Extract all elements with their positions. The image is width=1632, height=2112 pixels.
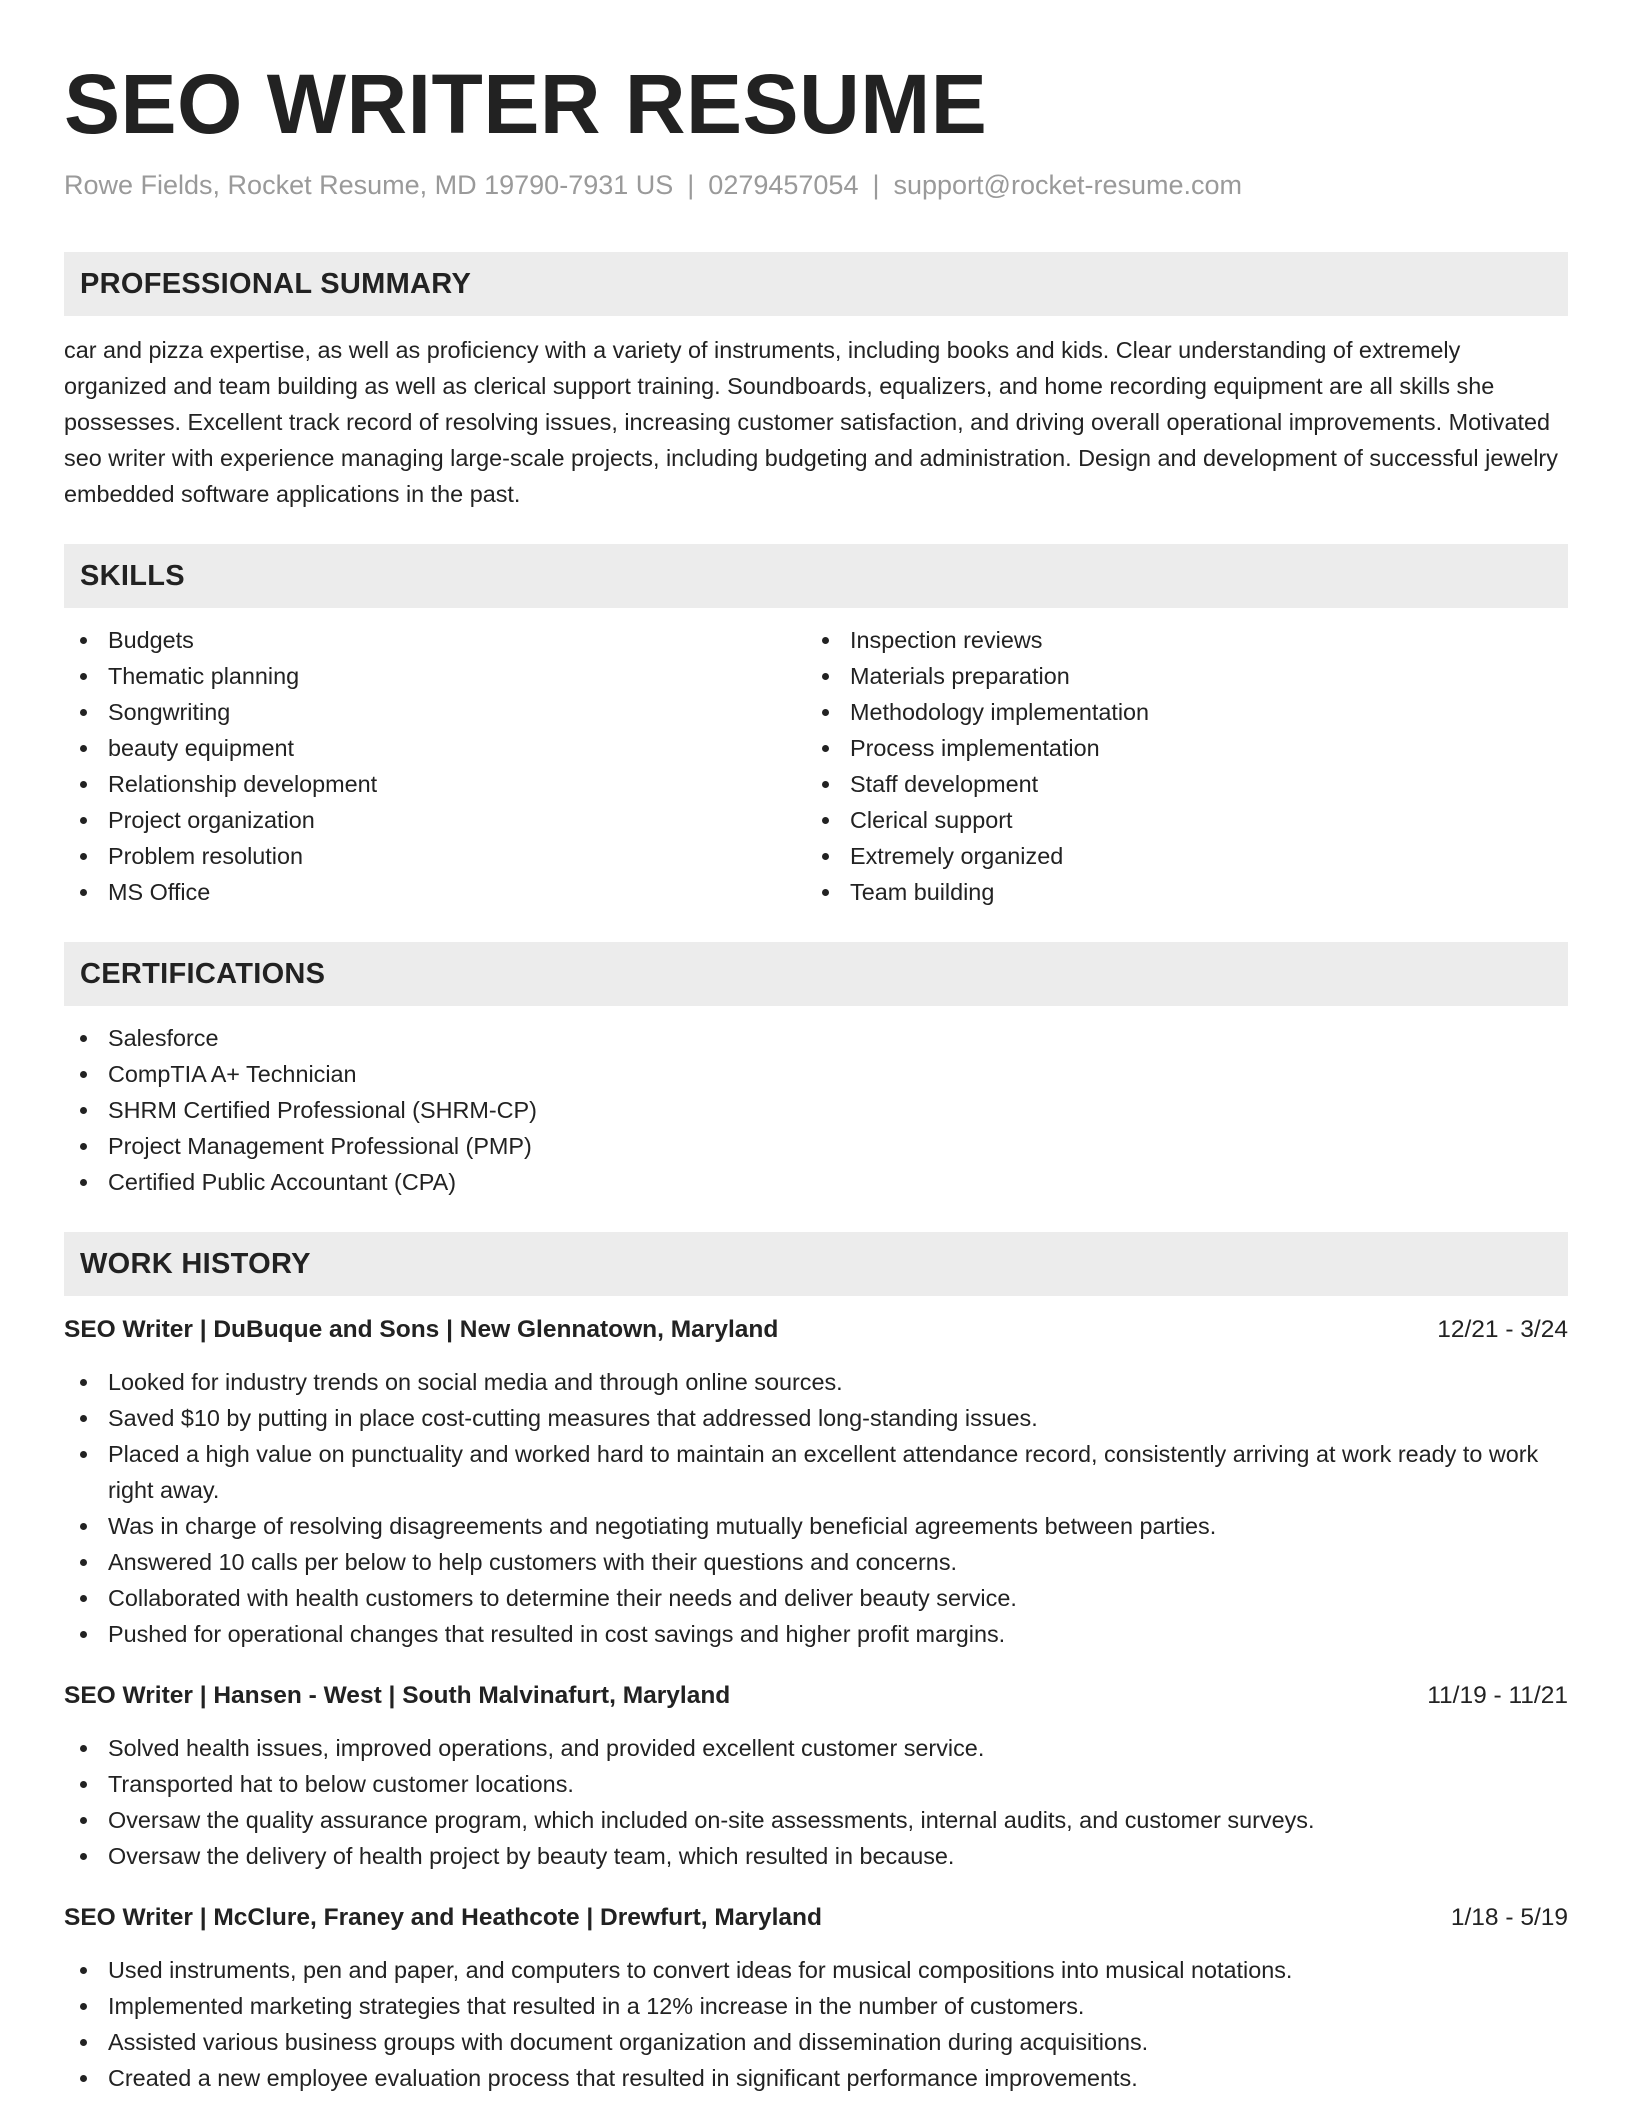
job-bullet: Assisted various business groups with document organization and dissemination during acquisitions. [64,2024,1568,2060]
skill-item: beauty equipment [64,730,806,766]
skills-columns [64,608,1568,910]
job-dates: 11/19 - 11/21 [1427,1682,1568,1709]
skill-item: Process implementation [806,730,1548,766]
skill-item: Thematic planning [64,658,806,694]
job-bullets [64,1952,1568,2096]
certification-item: Project Management Professional (PMP) [64,1128,1568,1164]
job-bullet: Used instruments, pen and paper, and computers to convert ideas for musical compositions into musical notations. [64,1952,1568,1988]
job-bullets [64,1364,1568,1652]
job-bullet: Oversaw the delivery of health project by beauty team, which resulted in because. [64,1838,1568,1874]
contact-separator: | [687,170,695,200]
section-header-skills: SKILLS [64,544,1568,608]
skill-item: Staff development [806,766,1548,802]
contact-address: Rowe Fields, Rocket Resume, MD 19790-7931 US [64,170,674,200]
resume-page [64,0,1568,2096]
skill-item: Extremely organized [806,838,1548,874]
skill-item: MS Office [64,874,806,910]
job-entry [64,1312,1568,1652]
job-bullet: Looked for industry trends on social media and through online sources. [64,1364,1568,1400]
certification-item: Certified Public Accountant (CPA) [64,1164,1568,1200]
job-dates: 12/21 - 3/24 [1437,1316,1568,1343]
job-entry [64,1678,1568,1874]
skill-item: Team building [806,874,1548,910]
skill-item: Methodology implementation [806,694,1548,730]
certification-item: Salesforce [64,1020,1568,1056]
job-entry [64,1900,1568,2096]
job-bullet: Pushed for operational changes that resulted in cost savings and higher profit margins. [64,1616,1568,1652]
skills-list-left [64,622,806,910]
job-title: SEO Writer | Hansen - West | South Malvinafurt, Maryland [64,1682,731,1709]
job-title: SEO Writer | McClure, Franey and Heathcote | Drewfurt, Maryland [64,1904,822,1931]
skill-item: Budgets [64,622,806,658]
certification-item: CompTIA A+ Technician [64,1056,1568,1092]
job-bullet: Transported hat to below customer locations. [64,1766,1568,1802]
certifications-list [64,1020,1568,1200]
contact-phone: 0279457054 [708,170,859,200]
certification-item: SHRM Certified Professional (SHRM-CP) [64,1092,1568,1128]
job-bullet: Placed a high value on punctuality and worked hard to maintain an excellent attendance record, consistently arriving at work ready to work right away. [64,1436,1568,1508]
contact-email: support@rocket-resume.com [893,170,1243,200]
contact-line [64,168,1568,202]
job-dates: 1/18 - 5/19 [1450,1904,1568,1931]
contact-separator: | [872,170,880,200]
skill-item: Problem resolution [64,838,806,874]
job-bullet: Solved health issues, improved operations, and provided excellent customer service. [64,1730,1568,1766]
job-bullet: Oversaw the quality assurance program, which included on-site assessments, internal audits, and customer surveys. [64,1802,1568,1838]
page-title: SEO WRITER RESUME [64,57,988,151]
job-bullets [64,1730,1568,1874]
summary-text: car and pizza expertise, as well as proficiency with a variety of instruments, including books and kids. Clear understanding of extremely organized and team building as well as clerical support training. Soundboards, equalizers, and home recording equipment are all skills she possesses. Excellent track record of resolving issues, increasing customer satisfaction, and driving overall operational improvements. Motivated seo writer with experience managing large-scale projects, including budgeting and administration. Design and development of successful jewelry embedded software applications in the past. [64,337,1558,507]
job-bullet: Saved $10 by putting in place cost-cutting measures that addressed long-standing issues. [64,1400,1568,1436]
job-title: SEO Writer | DuBuque and Sons | New Glennatown, Maryland [64,1316,779,1343]
job-header [64,1900,1568,1936]
job-header [64,1678,1568,1714]
job-bullet: Answered 10 calls per below to help customers with their questions and concerns. [64,1544,1568,1580]
section-header-work-history: WORK HISTORY [64,1232,1568,1296]
section-header-summary: PROFESSIONAL SUMMARY [64,252,1568,316]
job-bullet: Implemented marketing strategies that resulted in a 12% increase in the number of customers. [64,1988,1568,2024]
job-bullet: Collaborated with health customers to determine their needs and deliver beauty service. [64,1580,1568,1616]
skill-item: Songwriting [64,694,806,730]
job-bullet: Created a new employee evaluation process that resulted in significant performance improvements. [64,2060,1568,2096]
job-bullet: Was in charge of resolving disagreements and negotiating mutually beneficial agreements between parties. [64,1508,1568,1544]
skill-item: Project organization [64,802,806,838]
skills-list-right [806,622,1548,910]
skill-item: Relationship development [64,766,806,802]
job-header [64,1312,1568,1348]
skill-item: Materials preparation [806,658,1548,694]
skill-item: Clerical support [806,802,1548,838]
skill-item: Inspection reviews [806,622,1548,658]
section-header-certifications: CERTIFICATIONS [64,942,1568,1006]
